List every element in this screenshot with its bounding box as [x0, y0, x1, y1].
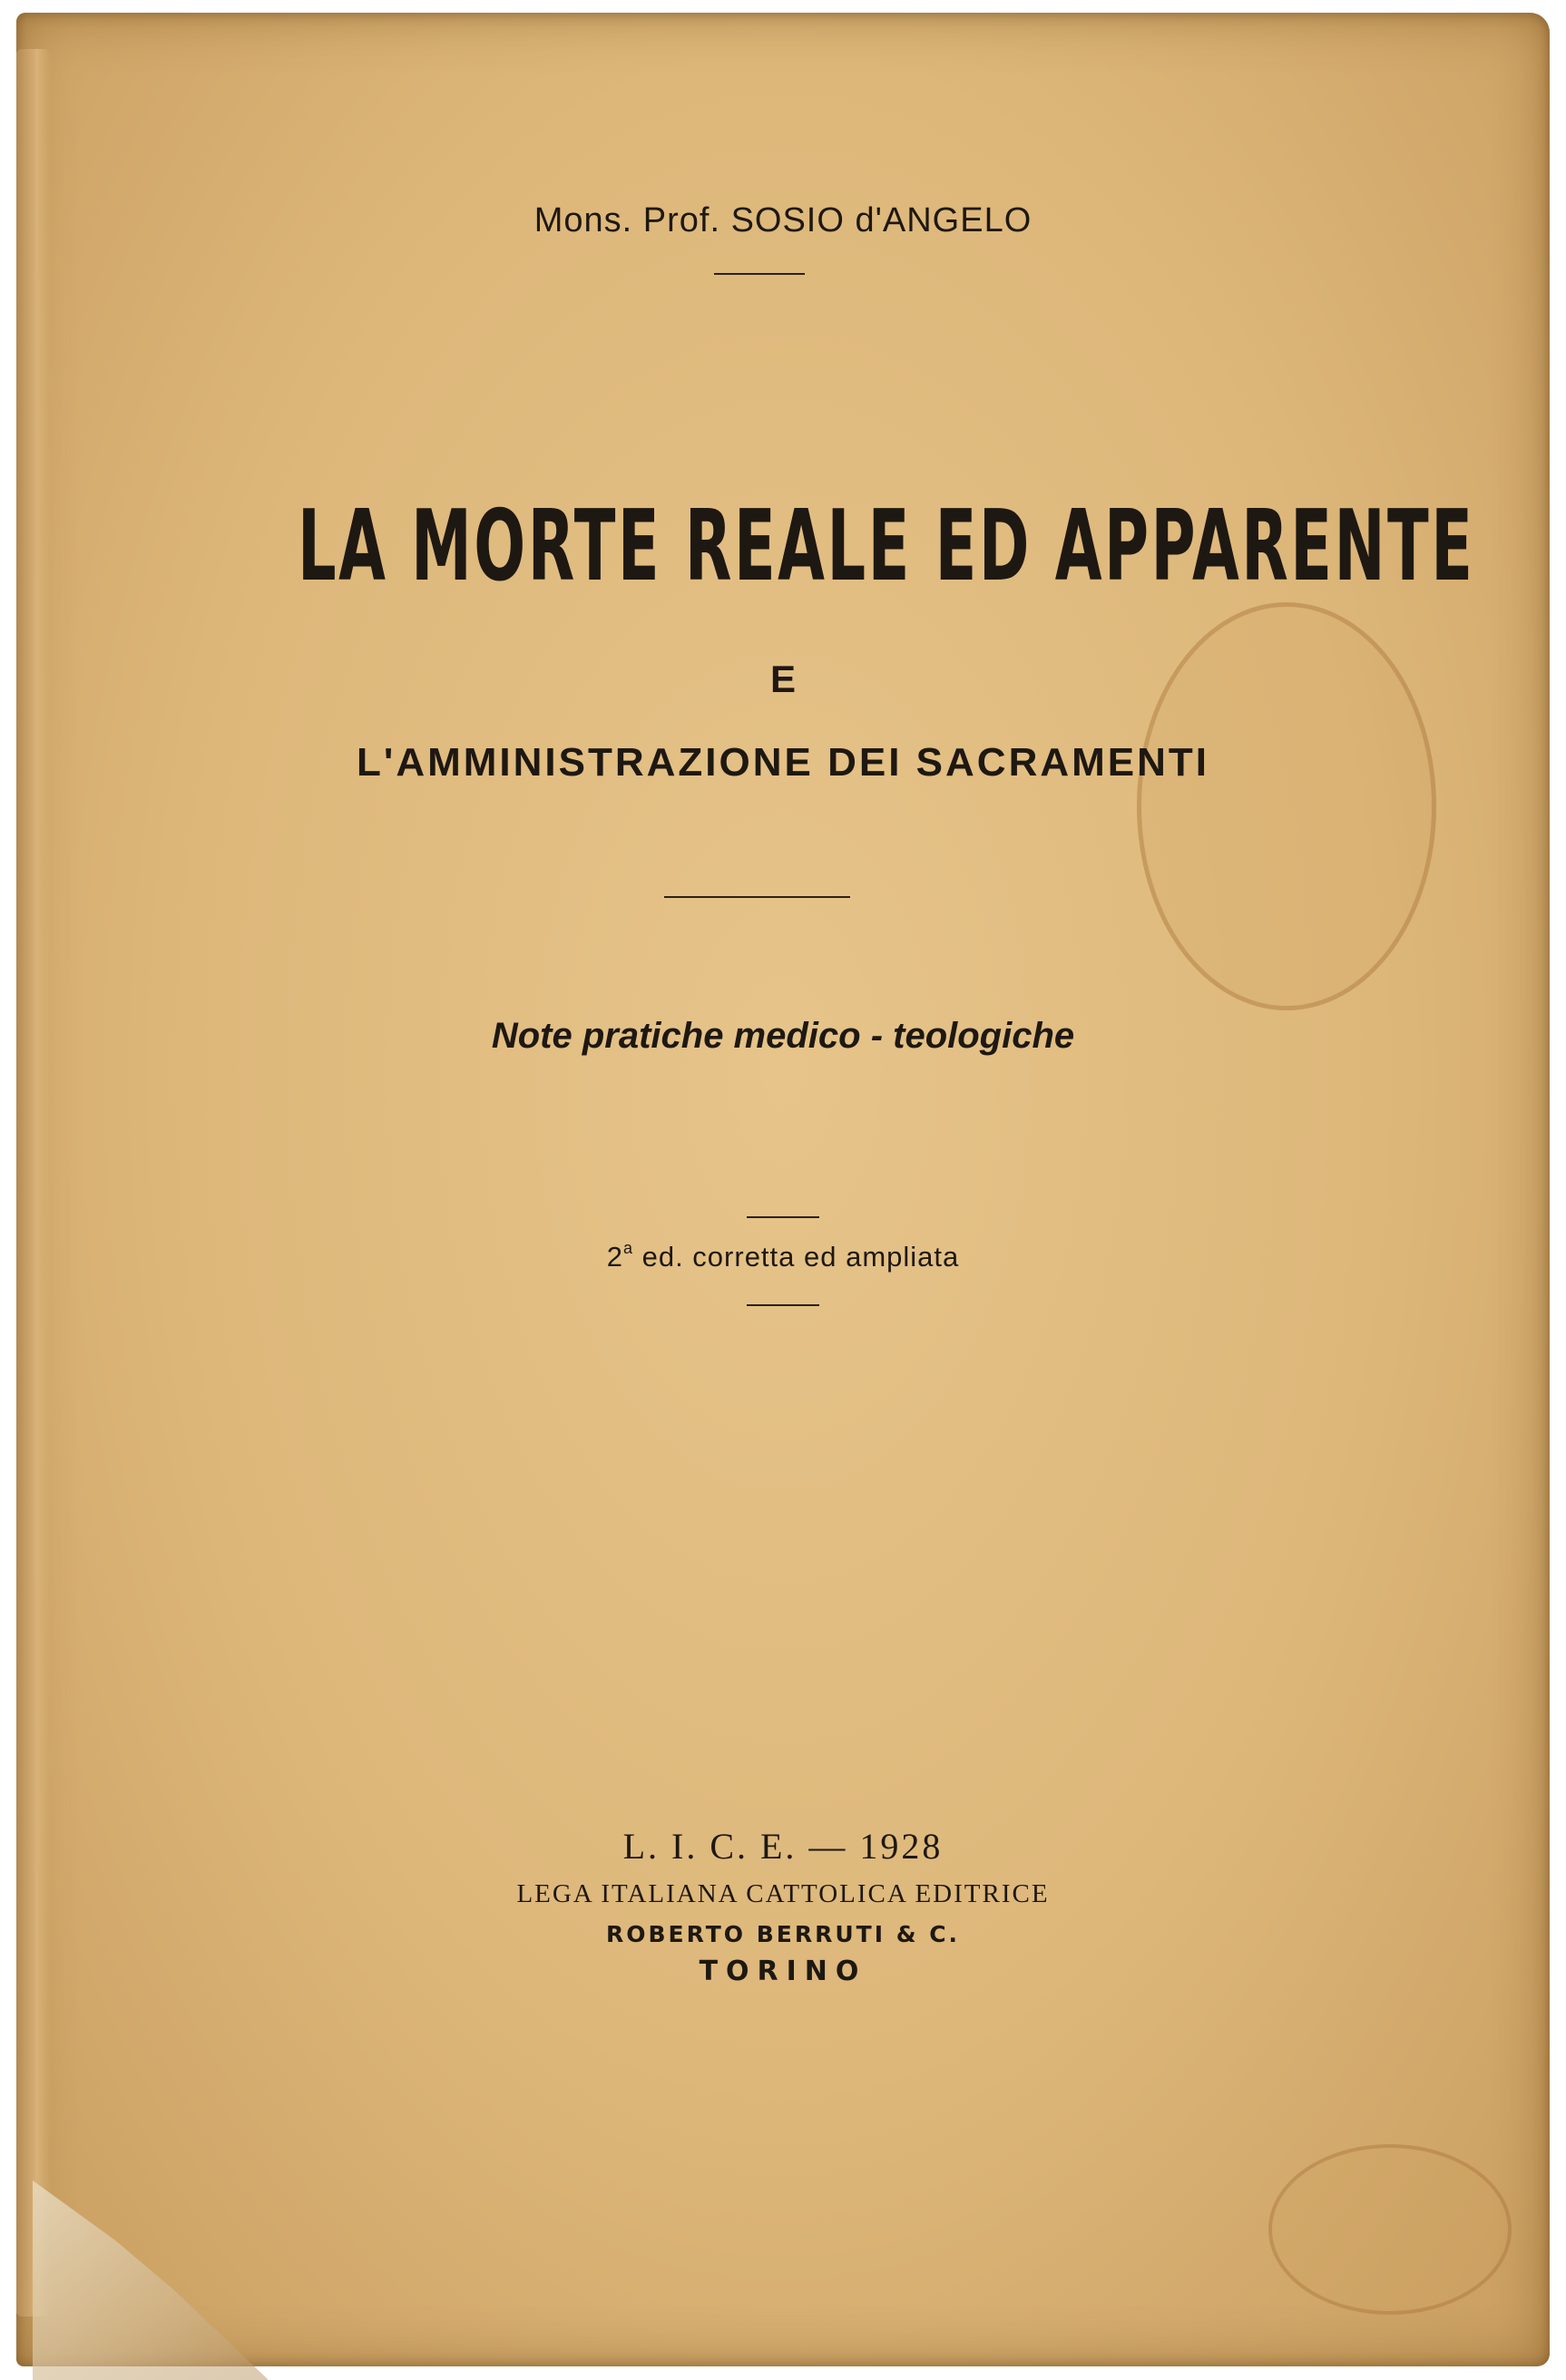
book-subtitle: L'AMMINISTRAZIONE DEI SACRAMENTI: [357, 740, 1209, 785]
torn-corner: [33, 2180, 269, 2380]
book-title: LA MORTE REALE ED APPARENTE: [297, 490, 1475, 603]
author-divider: [714, 273, 805, 275]
book-cover: [16, 13, 1550, 2366]
edition-text: ed. corretta ed ampliata: [641, 1241, 960, 1273]
publisher-name: LEGA ITALIANA CATTOLICA EDITRICE: [516, 1879, 1050, 1908]
edition-divider-bottom: [747, 1304, 819, 1306]
subtitle-divider: [664, 896, 850, 898]
publisher-city: TORINO: [699, 1956, 867, 1987]
imprint-line: L. I. C. E. — 1928: [622, 1826, 944, 1867]
edition-divider-top: [747, 1216, 819, 1218]
water-stain-lower: [1268, 2144, 1512, 2315]
title-conjunction: E: [769, 658, 796, 700]
edition-superscript: a: [622, 1239, 633, 1257]
author-line: Mons. Prof. SOSIO d'ANGELO: [533, 201, 1033, 239]
edition-line: [0, 1241, 1566, 1273]
printer-name: ROBERTO BERRUTI & C.: [605, 1921, 961, 1947]
edition-number: 2: [606, 1241, 623, 1273]
book-notes: Note pratiche medico - teologiche: [491, 1016, 1075, 1056]
